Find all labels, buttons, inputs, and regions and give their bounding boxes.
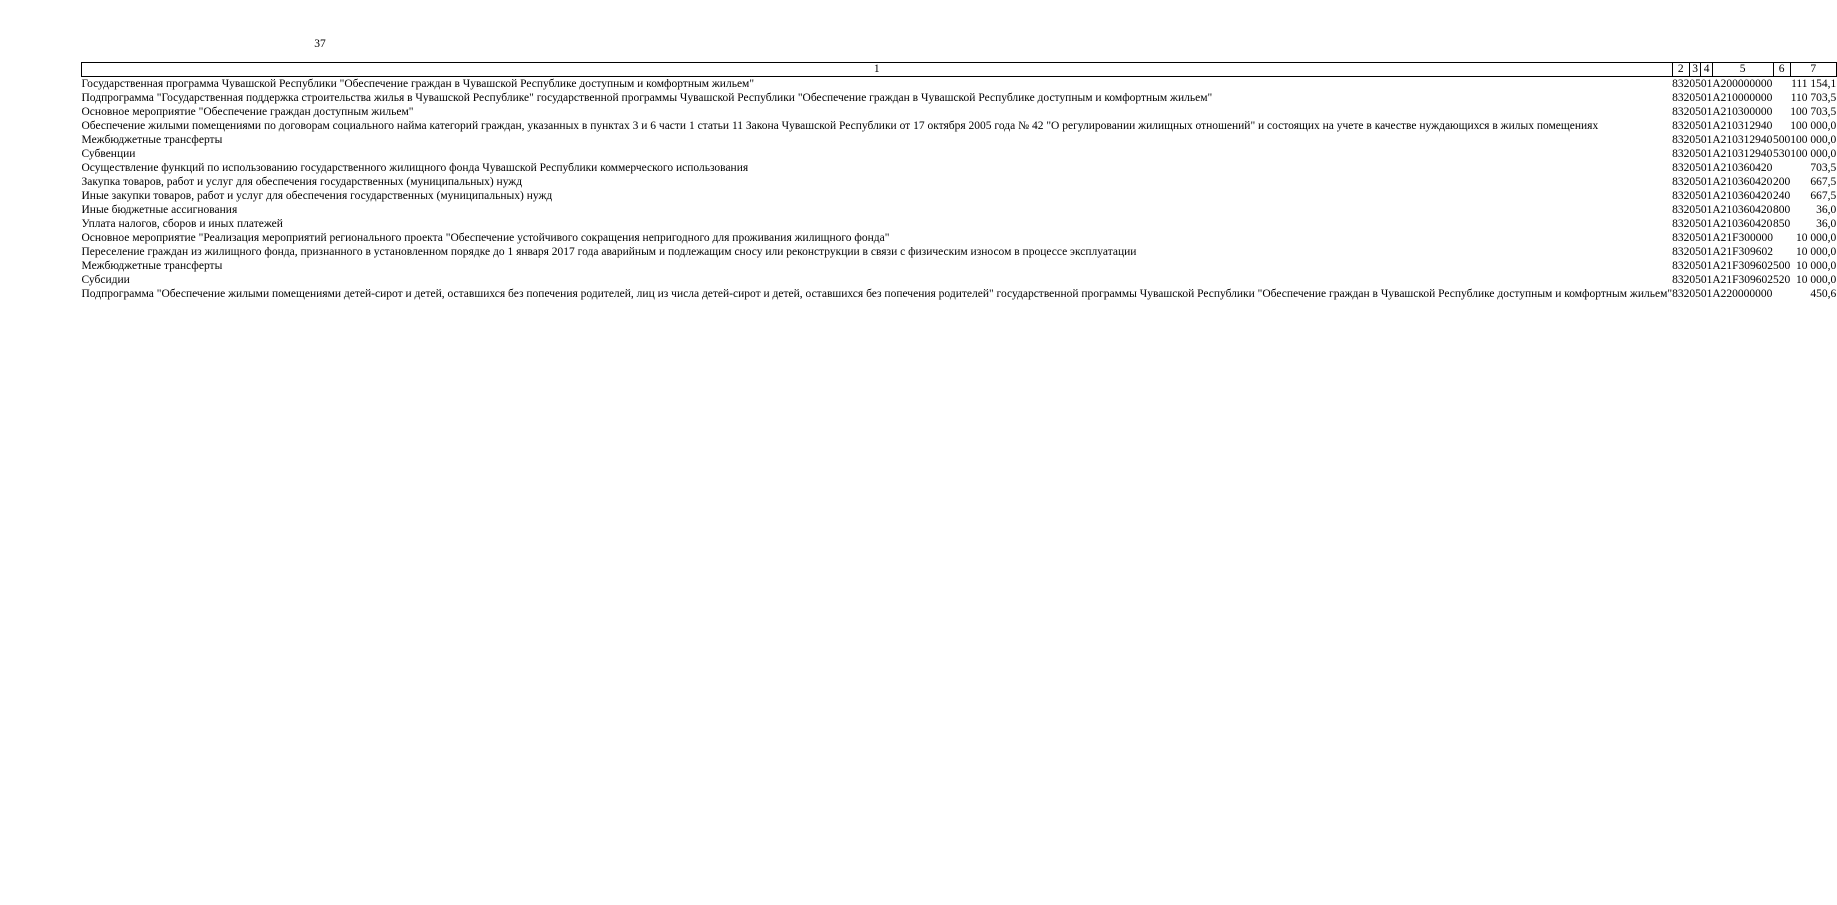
row-amount: 100 000,0 — [1790, 134, 1837, 146]
row-name: Межбюджетные трансферты — [81, 260, 223, 272]
row-section-code: 05 — [1689, 148, 1701, 160]
row-subsection-code: 01 — [1700, 190, 1713, 202]
row-ministry-code: 832 — [1672, 162, 1690, 174]
row-subsection-code: 01 — [1700, 218, 1713, 230]
row-target-article: А210360420 — [1712, 218, 1773, 230]
row-section-code: 05 — [1689, 92, 1701, 104]
row-ministry-code: 832 — [1672, 260, 1690, 272]
row-amount: 10 000,0 — [1796, 232, 1837, 244]
row-ministry-code: 832 — [1672, 92, 1690, 104]
row-name: Иные закупки товаров, работ и услуг для обеспечения государственных (муниципальных) нужд — [81, 190, 553, 202]
row-target-article: А210000000 — [1712, 92, 1773, 104]
row-section-code: 05 — [1689, 120, 1701, 132]
row-expense-type — [1773, 287, 1790, 301]
row-expense-type — [1773, 245, 1790, 259]
row-expense-type: 520 — [1773, 274, 1791, 286]
row-ministry-code: 832 — [1672, 120, 1690, 132]
row-name: Субвенции — [81, 148, 136, 160]
row-amount: 110 703,5 — [1790, 92, 1837, 104]
row-section-code: 05 — [1689, 106, 1701, 118]
page-number: 37 — [314, 38, 326, 50]
row-section-code: 05 — [1689, 232, 1701, 244]
row-subsection-code: 01 — [1700, 120, 1713, 132]
row-amount: 10 000,0 — [1796, 274, 1837, 286]
row-name: Переселение граждан из жилищного фонда, признанного в установленном порядке до 1 января 2017 года аварийным и подлежащим сносу или реконструкции в связи с физическим износом в процессе эксплуатации — [81, 246, 1137, 258]
row-subsection-code: 01 — [1700, 162, 1713, 174]
row-expense-type — [1773, 161, 1790, 175]
row-section-code: 05 — [1689, 204, 1701, 216]
header-target-article: 5 — [1712, 63, 1773, 77]
table-row — [82, 147, 1837, 161]
row-name: Субсидии — [81, 274, 130, 286]
header-ministry: 2 — [1672, 63, 1689, 77]
row-expense-type — [1773, 91, 1790, 105]
row-amount: 100 000,0 — [1790, 120, 1837, 132]
table-row — [82, 133, 1837, 147]
table-row — [82, 259, 1837, 273]
row-name: Уплата налогов, сборов и иных платежей — [81, 218, 283, 230]
row-expense-type: 850 — [1773, 218, 1791, 230]
row-name: Подпрограмма "Государственная поддержка строительства жилья в Чувашской Республике" государственной программы Чувашской Республики "Обеспечение граждан в Чувашской Республике доступным и комфортным жильем" — [81, 92, 1213, 104]
table-row — [82, 245, 1837, 259]
header-row — [82, 63, 1837, 77]
row-target-article: А210312940 — [1712, 148, 1773, 160]
row-ministry-code: 832 — [1672, 204, 1690, 216]
table-row — [82, 203, 1837, 217]
row-section-code: 05 — [1689, 134, 1701, 146]
row-ministry-code: 832 — [1672, 134, 1690, 146]
row-section-code: 05 — [1689, 162, 1701, 174]
row-subsection-code: 01 — [1700, 78, 1713, 90]
row-amount: 36,0 — [1816, 218, 1837, 230]
row-name: Межбюджетные трансферты — [81, 134, 223, 146]
table-row — [82, 91, 1837, 105]
row-expense-type: 500 — [1773, 134, 1791, 146]
row-target-article: А210312940 — [1712, 120, 1773, 132]
row-amount: 111 154,1 — [1791, 78, 1837, 90]
row-ministry-code: 832 — [1672, 288, 1690, 300]
row-expense-type — [1773, 231, 1790, 245]
budget-table — [81, 62, 1837, 301]
row-amount: 100 703,5 — [1790, 106, 1837, 118]
table-row — [82, 175, 1837, 189]
row-expense-type — [1773, 119, 1790, 133]
row-section-code: 05 — [1689, 246, 1701, 258]
table-body — [82, 77, 1837, 302]
row-target-article: А210360420 — [1712, 190, 1773, 202]
row-subsection-code: 01 — [1700, 274, 1713, 286]
row-ministry-code: 832 — [1672, 246, 1690, 258]
row-target-article: А210300000 — [1712, 106, 1773, 118]
row-expense-type: 200 — [1773, 176, 1791, 188]
row-ministry-code: 832 — [1672, 148, 1690, 160]
row-expense-type: 240 — [1773, 190, 1791, 202]
row-expense-type: 800 — [1773, 204, 1791, 216]
header-subsection: 4 — [1701, 63, 1713, 77]
row-section-code: 05 — [1689, 288, 1701, 300]
row-name: Основное мероприятие "Обеспечение граждан доступным жильем" — [81, 106, 414, 118]
row-target-article: А210360420 — [1712, 162, 1773, 174]
row-target-article: А220000000 — [1712, 288, 1773, 300]
table-row — [82, 217, 1837, 231]
row-expense-type — [1773, 105, 1790, 119]
row-target-article: А21F309602 — [1712, 274, 1774, 286]
row-name: Подпрограмма "Обеспечение жилыми помещениями детей-сирот и детей, оставшихся без попечения родителей, лиц из числа детей-сирот и детей, оставшихся без попечения родителей" государственной программы Чувашской Республики "Обеспечение граждан в Чувашской Республике доступным и комфортным жильем" — [81, 288, 1673, 300]
row-amount: 450,6 — [1810, 288, 1837, 300]
row-expense-type: 530 — [1773, 148, 1791, 160]
row-expense-type — [1773, 77, 1790, 92]
row-target-article: А200000000 — [1712, 78, 1773, 90]
row-subsection-code: 01 — [1700, 176, 1713, 188]
table-row — [82, 119, 1837, 133]
row-section-code: 05 — [1689, 190, 1701, 202]
table-row — [82, 77, 1837, 92]
row-ministry-code: 832 — [1672, 176, 1690, 188]
row-section-code: 05 — [1689, 260, 1701, 272]
row-amount: 667,5 — [1810, 190, 1837, 202]
row-ministry-code: 832 — [1672, 190, 1690, 202]
row-subsection-code: 01 — [1700, 92, 1713, 104]
header-amount: 7 — [1790, 63, 1836, 77]
row-amount: 36,0 — [1816, 204, 1837, 216]
table-row — [82, 273, 1837, 287]
row-amount: 100 000,0 — [1790, 148, 1837, 160]
row-ministry-code: 832 — [1672, 232, 1690, 244]
header-section: 3 — [1689, 63, 1701, 77]
row-target-article: А21F300000 — [1712, 232, 1774, 244]
row-ministry-code: 832 — [1672, 78, 1690, 90]
row-ministry-code: 832 — [1672, 218, 1690, 230]
row-name: Иные бюджетные ассигнования — [81, 204, 238, 216]
row-target-article: А210360420 — [1712, 176, 1773, 188]
row-amount: 667,5 — [1810, 176, 1837, 188]
row-target-article: А210312940 — [1712, 134, 1773, 146]
table-row — [82, 161, 1837, 175]
row-name: Основное мероприятие "Реализация мероприятий регионального проекта "Обеспечение устойчивого сокращения непригодного для проживания жилищного фонда" — [81, 232, 890, 244]
row-section-code: 05 — [1689, 176, 1701, 188]
row-subsection-code: 01 — [1700, 148, 1713, 160]
row-section-code: 05 — [1689, 78, 1701, 90]
row-expense-type: 500 — [1773, 260, 1791, 272]
row-subsection-code: 01 — [1700, 288, 1713, 300]
table-row — [82, 189, 1837, 203]
row-subsection-code: 01 — [1700, 246, 1713, 258]
row-section-code: 05 — [1689, 274, 1701, 286]
row-subsection-code: 01 — [1700, 134, 1713, 146]
header-name: 1 — [82, 63, 1673, 77]
row-subsection-code: 01 — [1700, 260, 1713, 272]
row-amount: 10 000,0 — [1796, 246, 1837, 258]
row-target-article: А210360420 — [1712, 204, 1773, 216]
row-name: Осуществление функций по использованию государственного жилищного фонда Чувашской Республики коммерческого использования — [81, 162, 749, 174]
table-row — [82, 231, 1837, 245]
row-section-code: 05 — [1689, 218, 1701, 230]
row-target-article: А21F309602 — [1712, 260, 1774, 272]
row-subsection-code: 01 — [1700, 106, 1713, 118]
row-ministry-code: 832 — [1672, 106, 1690, 118]
row-target-article: А21F309602 — [1712, 246, 1774, 258]
row-name: Государственная программа Чувашской Республики "Обеспечение граждан в Чувашской Республике доступным и комфортным жильем" — [81, 78, 755, 90]
row-ministry-code: 832 — [1672, 274, 1690, 286]
row-amount: 703,5 — [1810, 162, 1837, 174]
row-subsection-code: 01 — [1700, 204, 1713, 216]
table-row — [82, 105, 1837, 119]
row-name: Обеспечение жилыми помещениями по договорам социального найма категорий граждан, указанных в пунктах 3 и 6 части 1 статьи 11 Закона Чувашской Республики от 17 октября 2005 года № 42 "О регулировании жилищных отношений" и состоящих на учете в качестве нуждающихся в жилых помещениях — [81, 120, 1599, 132]
row-name: Закупка товаров, работ и услуг для обеспечения государственных (муниципальных) нужд — [81, 176, 523, 188]
table-row — [82, 287, 1837, 301]
header-expense-type: 6 — [1773, 63, 1790, 77]
row-amount: 10 000,0 — [1796, 260, 1837, 272]
row-subsection-code: 01 — [1700, 232, 1713, 244]
